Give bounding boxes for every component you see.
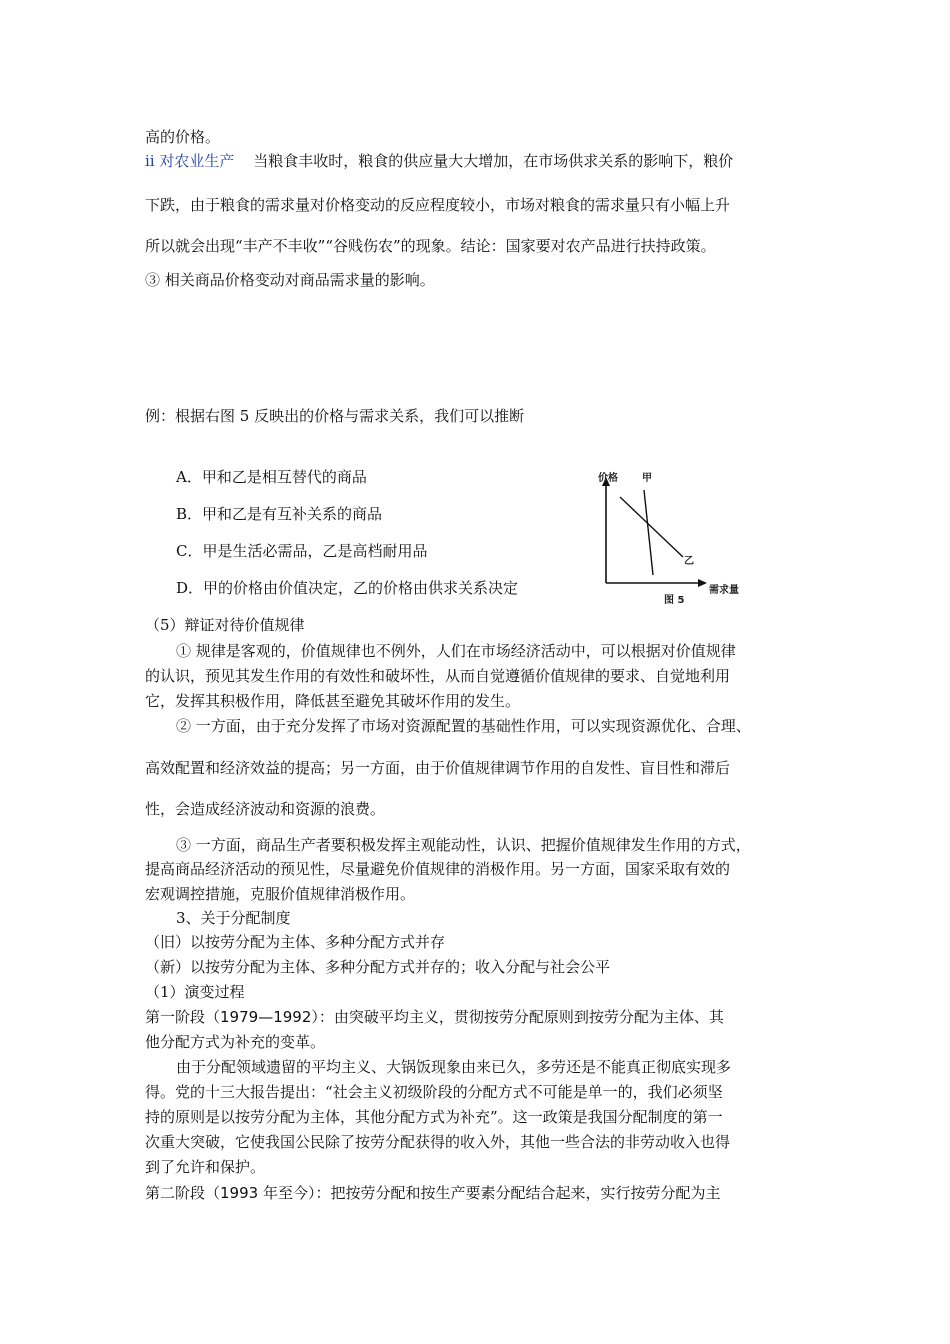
paragraph-line: （旧）以按劳分配为主体、多种分配方式并存: [145, 933, 446, 951]
figure-caption: 图 5: [664, 595, 685, 606]
option-a: A．甲和乙是相互替代的商品: [176, 468, 367, 486]
text-line: 高的价格。: [145, 128, 221, 146]
year: 1993: [220, 1184, 259, 1202]
paragraph-line: 得。党的十三大报告提出：“社会主义初级阶段的分配方式不可能是单一的，我们必须坚: [145, 1083, 723, 1101]
option-b: B．甲和乙是有互补关系的商品: [176, 505, 383, 523]
paragraph-line: 高效配置和经济效益的提高；另一方面，由于价值规律调节作用的自发性、盲目性和滞后: [145, 759, 731, 777]
demand-curve-jia: [644, 490, 653, 575]
paragraph-line: 它，发挥其积极作用，降低甚至避免其破坏作用的发生。: [145, 692, 521, 710]
option-d: D．甲的价格由价值决定，乙的价格由供求关系决定: [176, 579, 519, 597]
text-line: 下跌，由于粮食的需求量对价格变动的反应程度较小，市场对粮食的需求量只有小幅上升: [145, 196, 731, 214]
paragraph-line: 持的原则是以按劳分配为主体，其他分配方式为补充”。这一政策是我国分配制度的第一: [145, 1108, 723, 1126]
paragraph-line: [145, 1006, 724, 1028]
paragraph-line: （新）以按劳分配为主体、多种分配方式并存的；收入分配与社会公平: [145, 958, 611, 976]
year-range: 1979—1992: [220, 1008, 312, 1026]
text-segment: 第二阶段（: [145, 1184, 221, 1202]
option-c: C．甲是生活必需品，乙是高档耐用品: [176, 542, 428, 560]
paragraph-line: 次重大突破，它使我国公民除了按劳分配获得的收入外，其他一些合法的非劳动收入也得: [145, 1133, 731, 1151]
demand-figure-svg: [586, 462, 756, 610]
y-axis-label: 价格: [598, 473, 618, 484]
example-question: 例：根据右图 5 反映出的价格与需求关系，我们可以推断: [145, 407, 525, 425]
paragraph-line: 到了允许和保护。: [145, 1158, 266, 1176]
text-segment: 当粮食丰收时，粮食的供应量大大增加，在市场供求关系的影响下，粮价: [253, 152, 734, 170]
paragraph-line: 性，会造成经济波动和资源的浪费。: [145, 800, 386, 818]
paragraph-line: 宏观调控措施，克服价值规律消极作用。: [145, 885, 416, 903]
x-axis-label: 需求量: [709, 585, 739, 596]
text-line: [145, 150, 733, 172]
roman-numeral-label: ⅱ: [145, 152, 155, 170]
text-line: 所以就会出现“丰产不丰收”“谷贱伤农”的现象。结论：国家要对农产品进行扶持政策。: [145, 237, 716, 255]
paragraph-line: [145, 1182, 720, 1204]
paragraph-line: ② 一方面，由于充分发挥了市场对资源配置的基础性作用，可以实现资源优化、合理、: [176, 717, 751, 735]
text-segment: ）：由突破平均主义，贯彻按劳分配原则到按劳分配为主体、其: [311, 1008, 724, 1026]
text-line: ③ 相关商品价格变动对商品需求量的影响。: [145, 271, 435, 289]
demand-figure: [586, 462, 756, 610]
paragraph-line: 由于分配领域遗留的平均主义、大锅饭现象由来已久，多劳还是不能真正彻底实现多: [176, 1058, 732, 1076]
text-segment: 年至今）：把按劳分配和按生产要素分配结合起来，实行按劳分配为主: [258, 1184, 721, 1202]
x-axis-arrow: [698, 579, 707, 587]
series-label-yi: 乙: [684, 556, 694, 567]
paragraph-line: 的认识，预见其发生作用的有效性和破坏性，从而自觉遵循价值规律的要求、自觉地利用: [145, 667, 731, 685]
text-segment: 第一阶段（: [145, 1008, 221, 1026]
demand-curve-yi: [620, 497, 683, 557]
subheading-agriculture: 对农业生产: [159, 152, 235, 170]
section-heading: （5）辩证对待价值规律: [145, 616, 305, 634]
section-heading: 3、关于分配制度: [176, 909, 291, 927]
series-label-jia: 甲: [642, 473, 652, 484]
paragraph-line: 他分配方式为补充的变革。: [145, 1033, 326, 1051]
paragraph-line: ③ 一方面，商品生产者要积极发挥主观能动性，认识、把握价值规律发生作用的方式，: [176, 836, 751, 854]
subsection-heading: （1）演变过程: [145, 983, 245, 1001]
paragraph-line: ① 规律是客观的，价值规律也不例外，人们在市场经济活动中，可以根据对价值规律: [176, 642, 736, 660]
paragraph-line: 提高商品经济活动的预见性，尽量避免价值规律的消极作用。另一方面，国家采取有效的: [145, 860, 731, 878]
